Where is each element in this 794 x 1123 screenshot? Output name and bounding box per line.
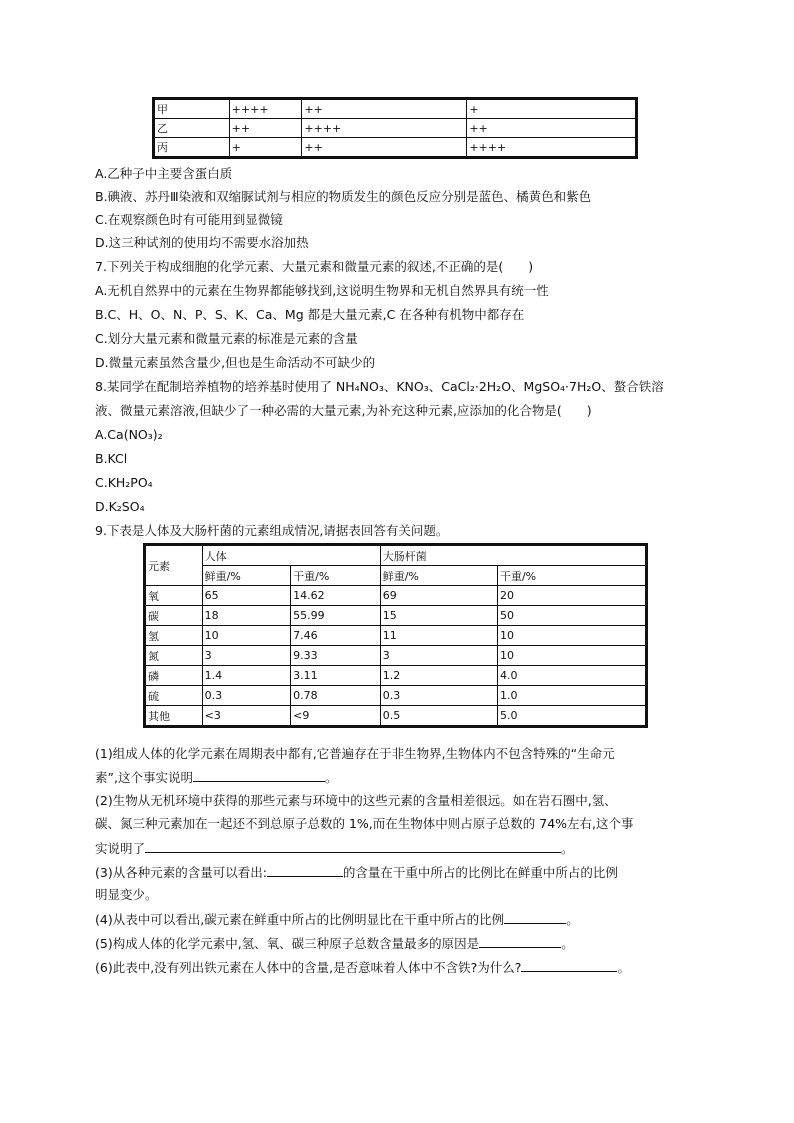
table-cell: 20 [497, 586, 646, 606]
table-cell: 3 [202, 646, 291, 666]
table-cell: 14.62 [291, 586, 381, 606]
table-cell: 11 [380, 626, 497, 646]
table-cell: 乙 [154, 119, 230, 138]
table-row [154, 99, 637, 119]
text: 的含量在干重中所占的比例比在鲜重中所占的比例 [342, 865, 618, 880]
text: 。 [617, 960, 630, 975]
table-row [145, 666, 647, 686]
table-cell: 10 [497, 646, 646, 666]
table-cell: + [467, 99, 637, 119]
table-cell: 1.2 [380, 666, 497, 686]
table-cell: 10 [202, 626, 291, 646]
text: 素”,这个事实说明 [95, 770, 193, 785]
table-cell: 甲 [154, 99, 230, 119]
header-ecoli: 大肠杆菌 [380, 545, 646, 566]
subheader: 干重/% [497, 566, 646, 586]
text: (3)从各种元素的含量可以看出: [95, 865, 267, 880]
table-cell: 丙 [154, 138, 230, 158]
table-row [154, 119, 637, 138]
text: 。 [561, 936, 574, 951]
table-cell: ++ [302, 138, 467, 158]
q8-option-a: A.Ca(NO₃)₂ [95, 427, 163, 442]
table-row [145, 646, 647, 666]
table-cell: 1.0 [497, 686, 646, 706]
q9-2-line1: (2)生物从无机环境中获得的那些元素与环境中的这些元素的含量相差很远。如在岩石圈中,氢、 [95, 793, 617, 808]
table-row [145, 706, 647, 727]
q8-option-b: B.KCl [95, 451, 128, 466]
q6-option-c: C.在观察颜色时有可能用到显微镜 [95, 212, 283, 227]
table-cell: 0.5 [380, 706, 497, 727]
table-cell: 3.11 [291, 666, 381, 686]
table-cell: 0.3 [380, 686, 497, 706]
answer-blank[interactable] [521, 959, 617, 972]
table-cell: 氧 [145, 586, 203, 606]
table-cell: 50 [497, 606, 646, 626]
table-cell: 其他 [145, 706, 203, 727]
table-cell: 磷 [145, 666, 203, 686]
q8-option-c: C.KH₂PO₄ [95, 475, 153, 490]
table-cell: 碳 [145, 606, 203, 626]
header-element: 元素 [145, 545, 203, 586]
answer-blank[interactable] [193, 769, 325, 782]
q7-option-c: C.划分大量元素和微量元素的标准是元素的含量 [95, 331, 358, 346]
text: 。 [566, 912, 579, 927]
table-cell: ++ [229, 119, 302, 138]
q7-option-d: D.微量元素虽然含量少,但也是生命活动不可缺少的 [95, 355, 376, 370]
table-cell: 3 [380, 646, 497, 666]
table-cell: 55.99 [291, 606, 381, 626]
table-cell: ++ [302, 99, 467, 119]
q6-option-d: D.这三种试剂的使用均不需要水浴加热 [95, 235, 309, 250]
table-cell: 7.46 [291, 626, 381, 646]
table-cell: 69 [380, 586, 497, 606]
table-cell: <9 [291, 706, 381, 727]
table-cell: 15 [380, 606, 497, 626]
table-cell: 氮 [145, 646, 203, 666]
q9-6 [95, 959, 630, 976]
q8-stem-line1: 8.某同学在配制培养植物的培养基时使用了 NH₄NO₃、KNO₃、CaCl₂·2H₂O、MgSO₄·7H₂O、螯合铁溶 [95, 379, 664, 394]
table-cell: 1.4 [202, 666, 291, 686]
q9-4 [95, 911, 579, 928]
table-row [145, 586, 647, 606]
q9-2-line2: 碳、氮三种元素加在一起还不到总原子总数的 1%,而在生物体中则占原子总数的 74%左右,这个事 [95, 816, 634, 831]
table-cell: 氢 [145, 626, 203, 646]
table-row [145, 686, 647, 706]
header-human: 人体 [202, 545, 380, 566]
q9-3-line1 [95, 864, 618, 881]
q9-stem: 9.下表是人体及大肠杆菌的元素组成情况,请据表回答有关问题。 [95, 523, 449, 538]
q8-stem-line2: 液、微量元素溶液,但缺少了一种必需的大量元素,为补充这种元素,应添加的化合物是( ) [95, 403, 592, 418]
table-cell: 65 [202, 586, 291, 606]
subheader: 鲜重/% [380, 566, 497, 586]
table-cell: <3 [202, 706, 291, 727]
table-cell: ++ [467, 119, 637, 138]
q8-option-d: D.K₂SO₄ [95, 499, 145, 514]
q6-option-b: B.碘液、苏丹Ⅲ染液和双缩脲试剂与相应的物质发生的颜色反应分别是蓝色、橘黄色和紫色 [95, 189, 592, 204]
answer-blank[interactable] [145, 840, 561, 853]
table-cell: 10 [497, 626, 646, 646]
subheader: 干重/% [291, 566, 381, 586]
text: (5)构成人体的化学元素中,氢、氧、碳三种原子总数含量最多的原因是 [95, 936, 480, 951]
table-cell: 硫 [145, 686, 203, 706]
text: (6)此表中,没有列出铁元素在人体中的含量,是否意味着人体中不含铁?为什么? [95, 960, 522, 975]
subheader: 鲜重/% [202, 566, 291, 586]
q9-3-line2: 明显变少。 [95, 887, 158, 902]
table-cell: ++++ [302, 119, 467, 138]
q9-2-line3 [95, 840, 574, 857]
table-row [145, 626, 647, 646]
answer-blank[interactable] [504, 911, 566, 924]
table-cell: ++++ [229, 99, 302, 119]
q7-option-a: A.无机自然界中的元素在生物界都能够找到,这说明生物界和无机自然界具有统一性 [95, 283, 549, 298]
table-row [145, 606, 647, 626]
table-cell: 0.78 [291, 686, 381, 706]
element-composition-table [143, 543, 648, 728]
table-cell: + [229, 138, 302, 158]
q7-stem: 7.下列关于构成细胞的化学元素、大量元素和微量元素的叙述,不正确的是( ) [95, 259, 534, 274]
answer-blank[interactable] [479, 935, 561, 948]
text: (4)从表中可以看出,碳元素在鲜重中所占的比例明显比在干重中所占的比例 [95, 912, 505, 927]
q7-option-b: B.C、H、O、N、P、S、K、Ca、Mg 都是大量元素,C 在各种有机物中都存在 [95, 307, 525, 322]
table-row [154, 138, 637, 158]
table-cell: 0.3 [202, 686, 291, 706]
table-cell: ++++ [467, 138, 637, 158]
table-cell: 9.33 [291, 646, 381, 666]
answer-blank[interactable] [267, 864, 343, 877]
seed-reagent-table [152, 97, 638, 159]
text: 实说明了 [95, 841, 146, 856]
table-cell: 5.0 [497, 706, 646, 727]
q6-option-a: A.乙种子中主要含蛋白质 [95, 166, 233, 181]
q9-1-line1: (1)组成人体的化学元素在周期表中都有,它普遍存在于非生物界,生物体内不包含特殊的“生命元 [95, 746, 615, 761]
text: 。 [324, 770, 338, 785]
table-cell: 4.0 [497, 666, 646, 686]
q9-5 [95, 935, 574, 952]
text: 。 [561, 841, 574, 856]
table-cell: 18 [202, 606, 291, 626]
q9-1-line2 [95, 769, 337, 786]
